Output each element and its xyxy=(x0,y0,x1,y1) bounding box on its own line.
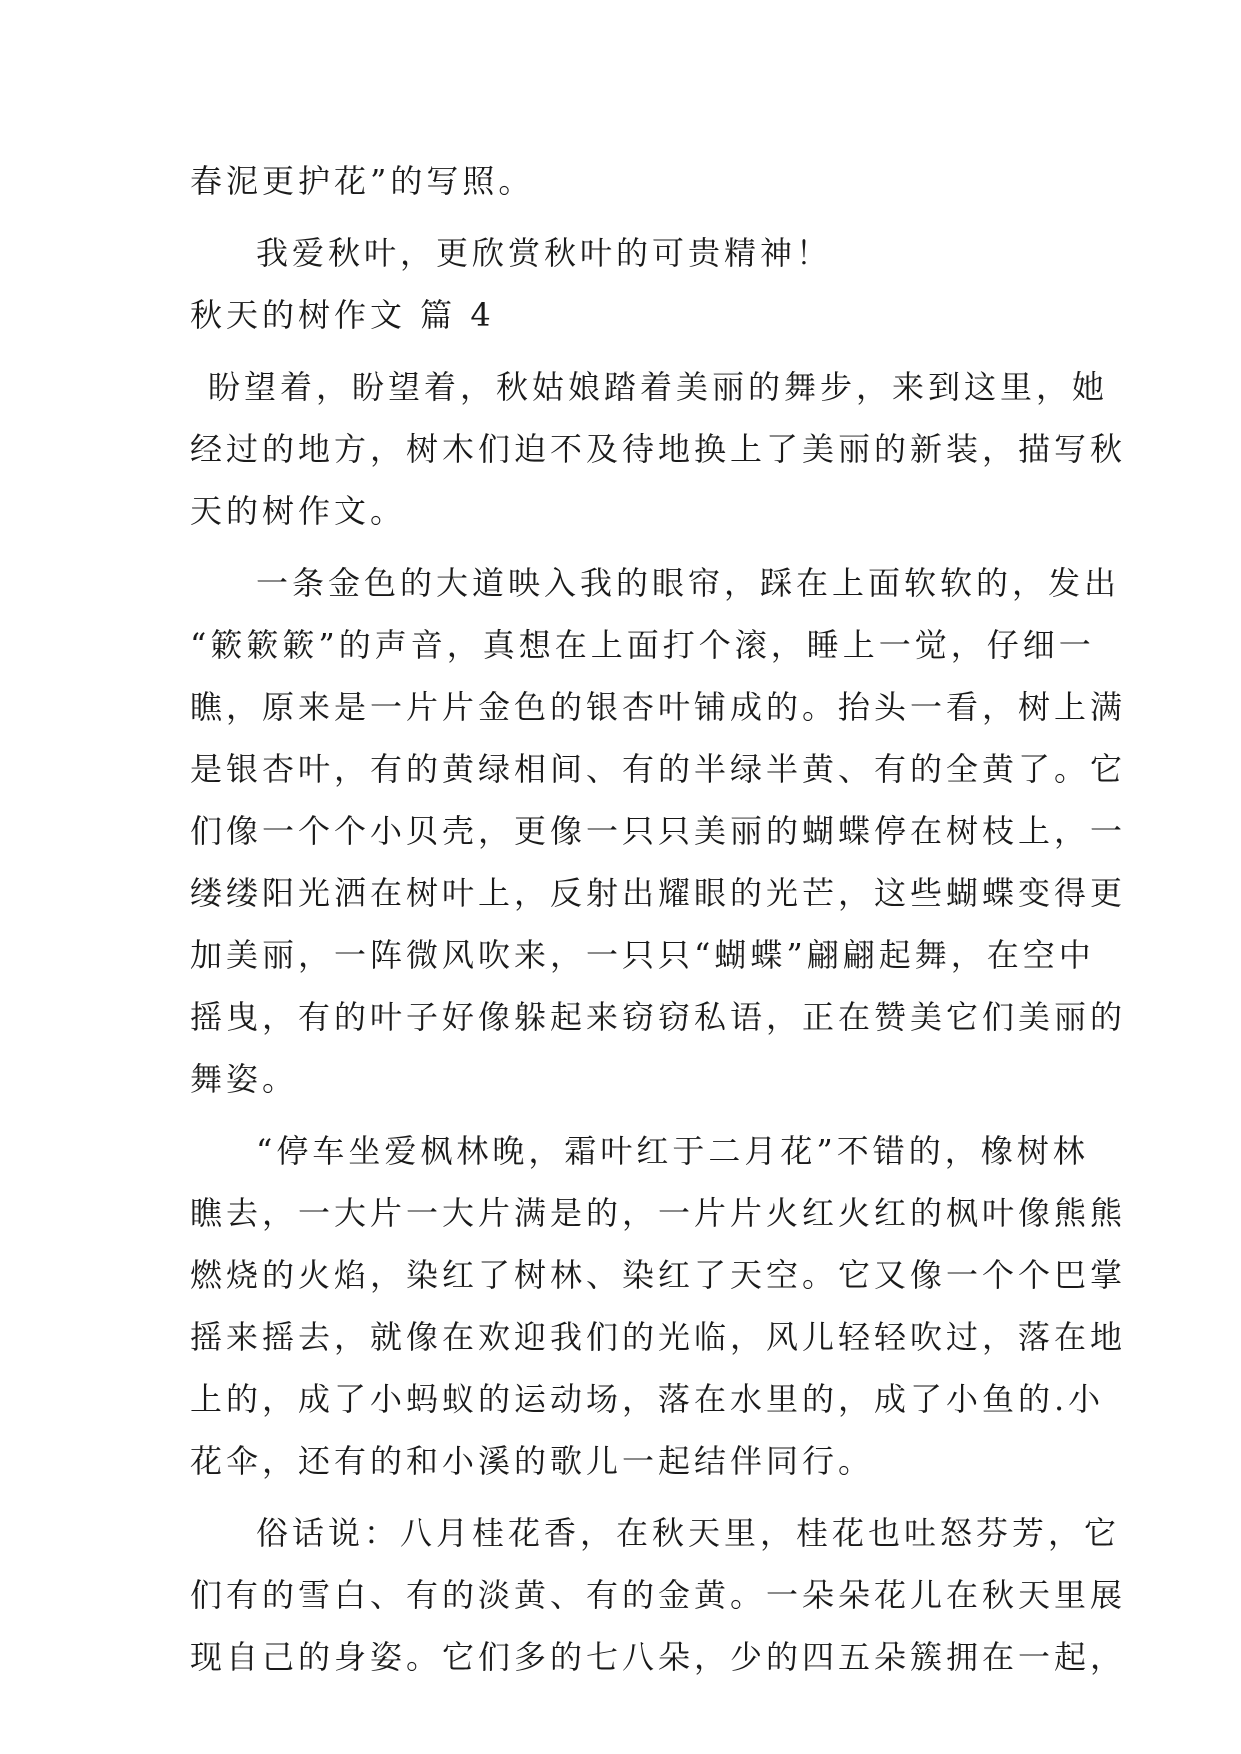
text-line: 经过的地方，树木们迫不及待地换上了美丽的新装，描写秋 xyxy=(190,430,1127,468)
text-line: 摇来摇去，就像在欢迎我们的光临，风儿轻轻吹过，落在地 xyxy=(190,1318,1127,1356)
text-line: 现自己的身姿。它们多的七八朵，少的四五朵簇拥在一起， xyxy=(190,1638,1127,1676)
text-line: 花伞，还有的和小溪的歌儿一起结伴同行。 xyxy=(190,1442,875,1480)
text-line: 盼望着，盼望着，秋姑娘踏着美丽的舞步，来到这里，她 xyxy=(208,368,1109,406)
text-line: 瞧去，一大片一大片满是的，一片片火红火红的枫叶像熊熊 xyxy=(190,1194,1127,1232)
text-line: 一条金色的大道映入我的眼帘，踩在上面软软的，发出 xyxy=(256,564,1121,602)
text-line: 们有的雪白、有的淡黄、有的金黄。一朵朵花儿在秋天里展 xyxy=(190,1576,1127,1614)
text-line: “簌簌簌”的声音，真想在上面打个滚，睡上一觉，仔细一 xyxy=(190,626,1095,664)
text-line: “停车坐爱枫林晚，霜叶红于二月花”不错的，橡树林 xyxy=(256,1132,1089,1170)
text-line: 舞姿。 xyxy=(190,1060,299,1098)
text-line: 天的树作文。 xyxy=(190,492,407,530)
text-line: 俗话说：八月桂花香，在秋天里，桂花也吐怒芬芳，它 xyxy=(256,1514,1121,1552)
text-line: 瞧，原来是一片片金色的银杏叶铺成的。抬头一看，树上满 xyxy=(190,688,1127,726)
text-line: 春泥更护花”的写照。 xyxy=(190,162,535,200)
text-line: 摇曳，有的叶子好像躲起来窃窃私语，正在赞美它们美丽的 xyxy=(190,998,1127,1036)
text-line: 上的，成了小蚂蚁的运动场，落在水里的，成了小鱼的.小 xyxy=(190,1380,1105,1418)
text-line: 缕缕阳光洒在树叶上，反射出耀眼的光芒，这些蝴蝶变得更 xyxy=(190,874,1127,912)
text-line: 们像一个个小贝壳，更像一只只美丽的蝴蝶停在树枝上，一 xyxy=(190,812,1127,850)
text-line: 是银杏叶，有的黄绿相间、有的半绿半黄、有的全黄了。它 xyxy=(190,750,1127,788)
section-title: 秋天的树作文 篇 4 xyxy=(190,296,495,334)
text-line: 燃烧的火焰，染红了树林、染红了天空。它又像一个个巴掌 xyxy=(190,1256,1127,1294)
text-line: 我爱秋叶，更欣赏秋叶的可贵精神！ xyxy=(256,234,833,272)
document-page xyxy=(190,150,1127,1688)
text-line: 加美丽，一阵微风吹来，一只只“蝴蝶”翩翩起舞，在空中 xyxy=(190,936,1095,974)
